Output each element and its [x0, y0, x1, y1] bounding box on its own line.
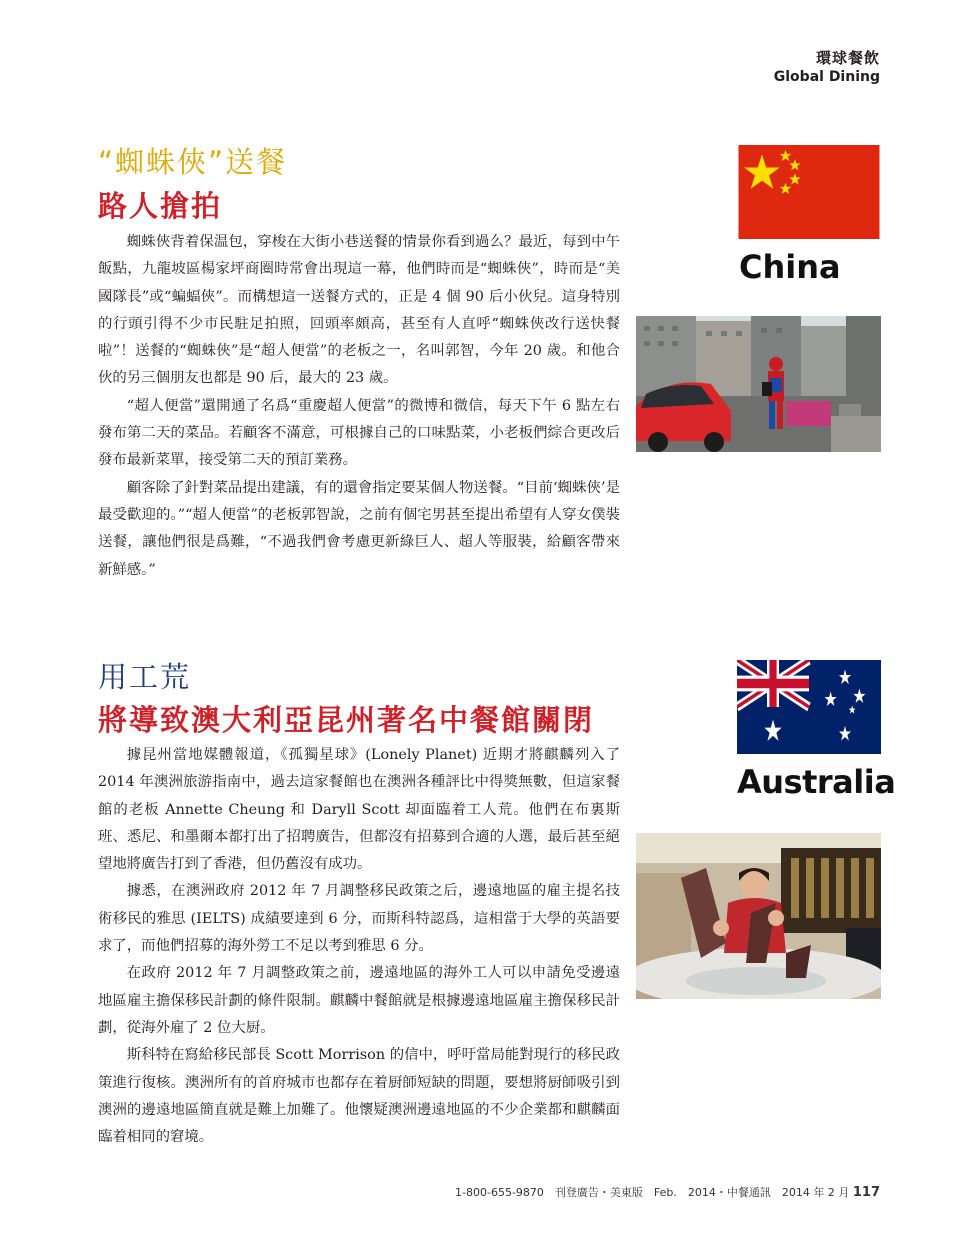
article2-body	[98, 742, 620, 1151]
page-number: 117	[852, 1185, 880, 1200]
section-label-zh: 環球餐飲	[815, 49, 880, 67]
article1-body	[98, 229, 620, 584]
country-label-australia: Australia	[737, 763, 896, 801]
article2-paragraph: 據悉，在澳洲政府 2012 年 7 月調整移民政策之后，邊遠地區的雇主提名技術移民的雅思 (IELTS) 成績要達到 6 分，而斯科特認爲，這相當于大學的英語要求了，而他們招募的海外勞工不足以考到雅思 6 分。	[98, 883, 620, 955]
article1-paragraph: 蜘蛛俠背着保温包，穿梭在大街小巷送餐的情景你看到過么？最近，每到中午飯點，九龍坡區楊家坪商圈時常會出現這一幕，他們時而是“蜘蛛俠”，時而是“美國隊長”或“蝙蝠俠”。而構想這一送餐方式的，正是 4 個 90 后小伙兒。這身特別的行頭引得不少市民駐足拍照，回頭率頗高，甚至有人直呼“蜘蛛俠改行送快餐啦”！送餐的“蜘蛛俠”是“超人便當”的老板之一，名叫郭智，今年 20 歲。和他合伙的另三個朋友也都是 90 后，最大的 23 歲。	[98, 234, 620, 387]
restaurant-owner-photo	[636, 833, 881, 999]
article1-headline-line2: 路人搶拍	[98, 189, 223, 223]
article2-headline-line2: 將導致澳大利亞昆州著名中餐館關閉	[98, 703, 595, 737]
australia-flag-icon	[737, 660, 881, 754]
article2-paragraph: 斯科特在寫給移民部長 Scott Morrison 的信中，呼吁當局能對現行的移民政策進行復核。澳洲所有的首府城市也都存在着厨師短缺的問題，要想將厨師吸引到澳洲的邊遠地區簡直就是難上加難了。他懷疑澳洲邊遠地區的不少企業都和麒麟面臨着相同的窘境。	[98, 1047, 620, 1146]
footer-text: 1-800-655-9870 刊登廣告・美東版 Feb. 2014・中餐通訊 2014 年 2 月	[455, 1186, 850, 1199]
article1-headline-line1: “蜘蛛俠”送餐	[98, 145, 288, 179]
spiderman-delivery-photo	[636, 316, 881, 452]
article2-paragraph: 據昆州當地媒體報道，《孤獨星球》(Lonely Planet) 近期才將麒麟列入了 2014 年澳洲旅游指南中，過去這家餐館也在澳洲各種評比中得獎無數，但這家餐館的老板 Annette Cheung 和 Daryll Scott 却面臨着工人荒。他們在布裏斯班、悉尼、和墨爾本都打出了招聘廣告，但都沒有招募到合適的人選，最后甚至絕望地將廣告打到了香港，但仍舊沒有成功。	[98, 747, 620, 873]
country-label-china: China	[739, 248, 841, 286]
page-footer	[455, 1184, 880, 1200]
section-label-en: Global Dining	[773, 69, 880, 85]
china-flag-icon	[737, 145, 881, 239]
section-label	[774, 48, 880, 86]
article1-paragraph: “超人便當”還開通了名爲“重慶超人便當”的微博和微信，每天下午 6 點左右發布第二天的菜品。若顧客不滿意，可根據自己的口味點菜，小老板們綜合更改后發布最新菜單，接受第二天的預訂業務。	[98, 397, 620, 469]
article2-paragraph: 在政府 2012 年 7 月調整政策之前，邊遠地區的海外工人可以申請免受邊遠地區雇主擔保移民計劃的條件限制。麒麟中餐館就是根據邊遠地區雇主擔保移民計劃，從海外雇了 2 位大厨。	[98, 965, 620, 1036]
article2-headline-line1: 用工荒	[98, 660, 192, 694]
article1-paragraph: 顧客除了針對菜品提出建議，有的還會指定要某個人物送餐。“目前‘蜘蛛俠’是最受歡迎的。”“超人便當”的老板郭智說，之前有個宅男甚至提出希望有人穿女僕裝送餐，讓他們很是爲難，“不過我們會考慮更新綠巨人、超人等服裝，給顧客帶來新鮮感。”	[98, 479, 620, 578]
